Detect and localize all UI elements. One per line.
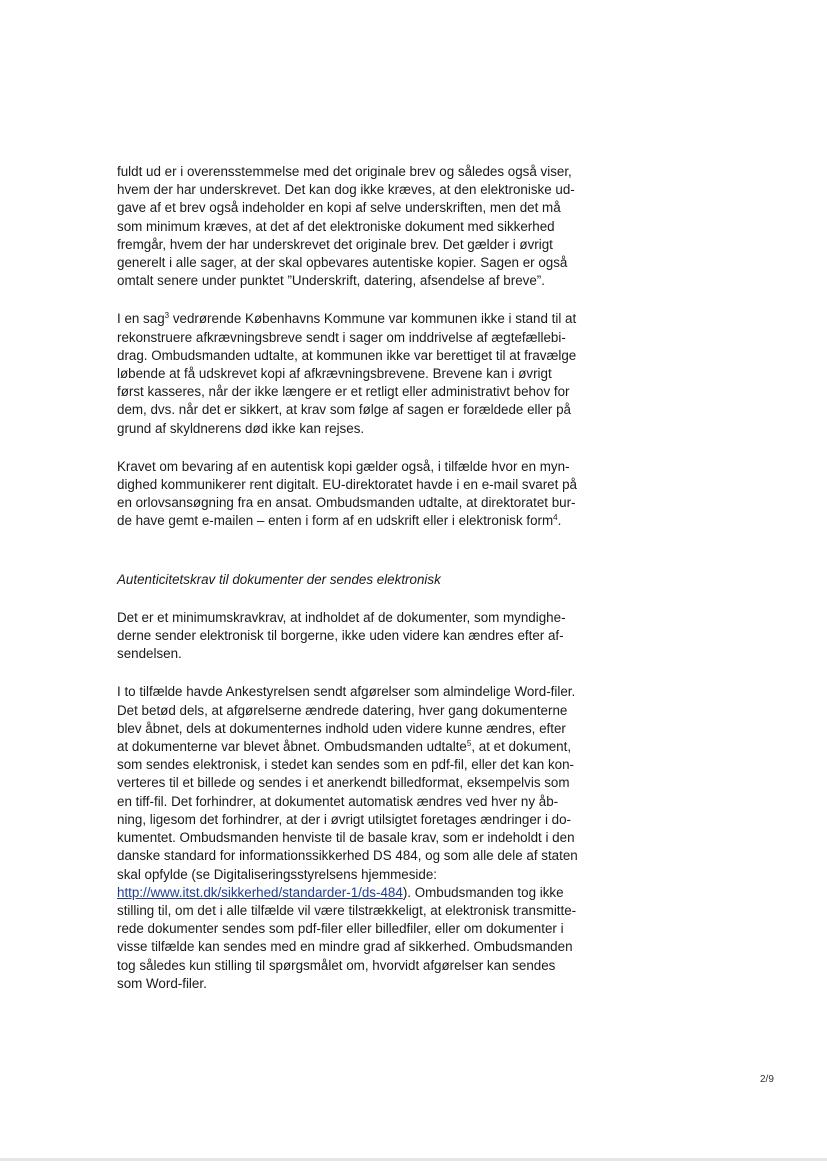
- text-line: at dokumenterne var blevet åbnet. Ombudsmanden udtalte: [117, 739, 467, 755]
- text-line: fremgår, hvem der har underskrevet det originale brev. Det gælder i øvrigt: [117, 236, 553, 252]
- text-line: stilling til, om det i alle tilfælde vil være tilstrækkeligt, at elektronisk transmitte-: [117, 902, 577, 918]
- footnote-ref-5: 5: [466, 739, 472, 749]
- text-line: verteres til et billede og sendes i et anerkendt billedformat, eksempelvis som: [117, 775, 570, 791]
- text-line: ning, ligesom det forhindrer, at der i øvrigt utilsigtet foretages ændringer i do-: [117, 811, 572, 827]
- text-line: I to tilfælde havde Ankestyrelsen sendt afgørelser som almindelige Word-filer.: [117, 684, 576, 700]
- scan-edge-divider: [0, 1158, 827, 1161]
- text-line: kumentet. Ombudsmanden henviste til de basale krav, som er indeholdt i den: [117, 830, 575, 846]
- text-line: drag. Ombudsmanden udtalte, at kommunen ikke var berettiget til at fravælge: [117, 347, 577, 363]
- paragraph-authentic-copies: [117, 163, 587, 290]
- text-line: tog således kun stilling til spørgsmålet om, hvorvidt afgørelser kan sendes: [117, 957, 556, 973]
- text-line: visse tilfælde kan sendes med en mindre grad af sikkerhed. Ombudsmanden: [117, 939, 573, 955]
- paragraph-digital-communication: [117, 458, 587, 531]
- text-line: dem, dvs. når det er sikkert, at krav som følge af sagen er forældede eller på: [117, 402, 572, 418]
- body-text: [117, 163, 587, 993]
- text-line: .: [557, 513, 562, 529]
- page-number: 2/9: [760, 1074, 774, 1085]
- text-line: gave af et brev også indeholder en kopi af selve underskriften, men det må: [117, 200, 561, 216]
- text-line: de have gemt e-mailen – enten i form af en udskrift eller i elektronisk form: [117, 513, 554, 529]
- text-line: omtalt senere under punktet ”Underskrift, datering, afsendelse af breve”.: [117, 273, 545, 289]
- text-line: blev åbnet, dels at dokumenternes indhold uden videre kunne ændres, efter: [117, 720, 566, 736]
- paragraph-copenhagen-case: [117, 310, 587, 437]
- text-line: hvem der har underskrevet. Det kan dog ikke kræves, at den elektroniske ud-: [117, 182, 575, 198]
- text-line: først kasseres, når der ikke længere er et retligt eller administrativt behov for: [117, 384, 570, 400]
- paragraph-minimum-requirement: [117, 609, 587, 664]
- text-line: I en sag: [117, 311, 165, 327]
- footnote-ref-4: 4: [553, 513, 558, 523]
- ds-484-link[interactable]: http://www.itst.dk/sikkerhed/standarder-1/ds-484: [117, 884, 403, 900]
- text-line: Det betød dels, at afgørelserne ændrede datering, hver gang dokumenterne: [117, 702, 568, 718]
- text-line: som Word-filer.: [117, 975, 207, 991]
- text-line: en orlovsansøgning fra en ansat. Ombudsmanden udtalte, at direktoratet bur-: [117, 495, 576, 511]
- paragraph-ankestyrelsen-case: [117, 683, 587, 992]
- text-line: fuldt ud er i overensstemmelse med det originale brev og således også viser,: [117, 164, 572, 179]
- text-line: vedrørende Københavns Kommune var kommunen ikke i stand til at: [169, 311, 577, 327]
- text-line: rekonstruere afkrævningsbreve sendt i sager om inddrivelse af ægtefællebi-: [117, 329, 566, 345]
- text-line: danske standard for informationssikkerhed DS 484, og som alle dele af staten: [117, 848, 578, 864]
- text-line: Det er et minimumskravkrav, at indholdet af de dokumenter, som myndighe-: [117, 609, 566, 625]
- text-line: ). Ombudsmanden tog ikke: [402, 884, 564, 900]
- text-line: derne sender elektronisk til borgerne, ikke uden videre kan ændres efter af-: [117, 628, 564, 644]
- text-line: som sendes elektronisk, i stedet kan sendes som en pdf-fil, eller det kan kon-: [117, 757, 575, 773]
- text-line: generelt i alle sager, at der skal opbevares autentiske kopier. Sagen er også: [117, 255, 568, 271]
- text-line: som minimum kræves, at det af det elektroniske dokument med sikkerhed: [117, 218, 555, 234]
- text-line: skal opfylde (se Digitaliseringsstyrelsens hjemmeside:: [117, 866, 438, 882]
- footnote-ref-3: 3: [164, 311, 170, 321]
- text-line: løbende at få udskrevet kopi af afkrævningsbrevene. Brevene kan i øvrigt: [117, 366, 552, 382]
- section-heading: Autenticitetskrav til dokumenter der sendes elektronisk: [117, 571, 441, 587]
- text-line: sendelsen.: [117, 646, 182, 662]
- text-line: rede dokumenter sendes som pdf-filer eller billedfiler, eller om dokumenter i: [117, 921, 564, 937]
- text-line: en tiff-fil. Det forhindrer, at dokumentet automatisk ændres ved hver ny åb-: [117, 793, 559, 809]
- text-line: Kravet om bevaring af en autentisk kopi gælder også, i tilfælde hvor en myn-: [117, 458, 570, 474]
- text-line: dighed kommunikerer rent digitalt. EU-direktoratet havde i en e-mail svaret på: [117, 477, 577, 493]
- text-line: grund af skyldnerens død ikke kan rejses.: [117, 420, 365, 436]
- text-line: , at et dokument,: [471, 739, 572, 755]
